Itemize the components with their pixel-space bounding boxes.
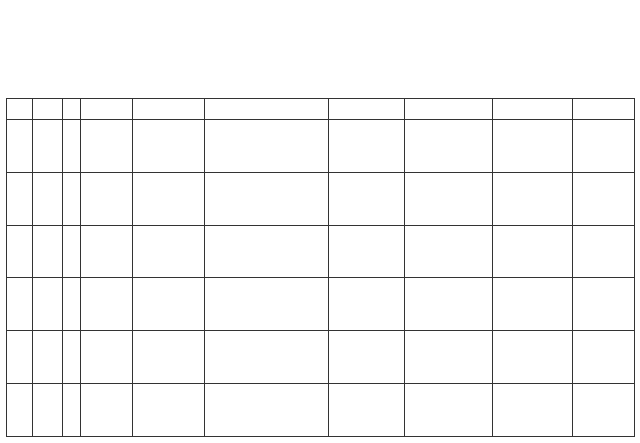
- table-row: [7, 120, 635, 173]
- case-sex: [63, 384, 81, 437]
- case-sex: [63, 225, 81, 278]
- case-table-body: [7, 120, 635, 437]
- case-age: [33, 120, 63, 173]
- case-contacts: [405, 331, 493, 384]
- case-status: [493, 331, 573, 384]
- case-age: [33, 172, 63, 225]
- subsection-heading: [24, 86, 224, 98]
- case-notes: [573, 120, 635, 173]
- case-notes: [573, 225, 635, 278]
- case-occupation: [133, 120, 205, 173]
- case-residence: [81, 225, 133, 278]
- case-contacts: [405, 384, 493, 437]
- case-contacts: [405, 172, 493, 225]
- table-header-row: [7, 99, 635, 120]
- issuing-organization: [500, 22, 628, 34]
- case-no: [7, 172, 33, 225]
- table-row: [7, 331, 635, 384]
- column-occupation: [133, 99, 205, 120]
- case-no: [7, 331, 33, 384]
- case-sex: [63, 331, 81, 384]
- case-status: [493, 278, 573, 331]
- case-no: [7, 225, 33, 278]
- case-travel: [329, 278, 405, 331]
- case-occupation: [133, 331, 205, 384]
- column-residence: [81, 99, 133, 120]
- column-symptoms: [205, 99, 329, 120]
- case-travel: [329, 120, 405, 173]
- table-row: [7, 172, 635, 225]
- case-residence: [81, 278, 133, 331]
- case-travel: [329, 384, 405, 437]
- column-notes: [573, 99, 635, 120]
- case-sex: [63, 172, 81, 225]
- column-sex: [63, 99, 81, 120]
- case-contacts: [405, 225, 493, 278]
- case-notes: [573, 331, 635, 384]
- column-current-status: [493, 99, 573, 120]
- case-symptoms: [205, 172, 329, 225]
- table-row: [7, 278, 635, 331]
- case-status: [493, 120, 573, 173]
- case-status: [493, 225, 573, 278]
- case-travel: [329, 225, 405, 278]
- case-occupation: [133, 384, 205, 437]
- case-age: [33, 278, 63, 331]
- column-travel-history: [329, 99, 405, 120]
- case-symptoms: [205, 278, 329, 331]
- document-title: [110, 50, 550, 64]
- case-sex: [63, 120, 81, 173]
- column-case-no: [7, 99, 33, 120]
- case-travel: [329, 331, 405, 384]
- case-travel: [329, 172, 405, 225]
- column-contacts: [405, 99, 493, 120]
- case-no: [7, 384, 33, 437]
- case-symptoms: [205, 225, 329, 278]
- table-row: [7, 225, 635, 278]
- case-sex: [63, 278, 81, 331]
- column-age: [33, 99, 63, 120]
- case-residence: [81, 120, 133, 173]
- case-age: [33, 331, 63, 384]
- case-age: [33, 384, 63, 437]
- case-symptoms: [205, 384, 329, 437]
- case-residence: [81, 384, 133, 437]
- case-occupation: [133, 225, 205, 278]
- case-residence: [81, 172, 133, 225]
- case-occupation: [133, 172, 205, 225]
- case-age: [33, 225, 63, 278]
- document-date: [500, 8, 628, 20]
- case-symptoms: [205, 120, 329, 173]
- case-contacts: [405, 278, 493, 331]
- case-status: [493, 384, 573, 437]
- case-notes: [573, 278, 635, 331]
- case-notes: [573, 384, 635, 437]
- section-heading: [12, 74, 212, 86]
- case-status: [493, 172, 573, 225]
- case-no: [7, 278, 33, 331]
- case-table: [6, 98, 635, 437]
- case-occupation: [133, 278, 205, 331]
- case-contacts: [405, 120, 493, 173]
- table-row: [7, 384, 635, 437]
- case-symptoms: [205, 331, 329, 384]
- case-residence: [81, 331, 133, 384]
- case-notes: [573, 172, 635, 225]
- case-no: [7, 120, 33, 173]
